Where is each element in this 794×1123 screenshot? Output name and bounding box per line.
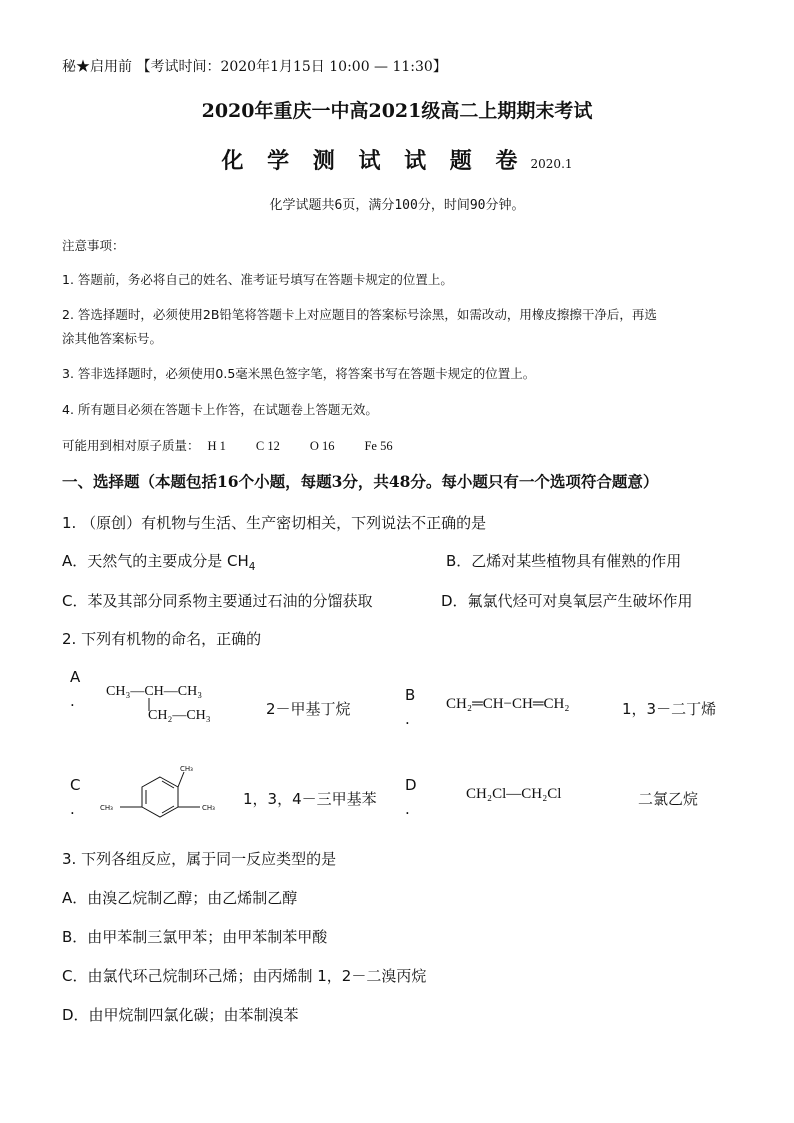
notes-heading: 注意事项： [62, 238, 125, 253]
q3-option-c: C．由氯代环己烷制环己烯；由丙烯制 1，2－二溴丙烷 [62, 967, 427, 985]
q2-b-name: 1，3－二丁烯 [622, 700, 717, 718]
note-item-2-cont: 涂其他答案标号。 [62, 331, 163, 346]
q3-option-b: B．由甲苯制三氯甲苯；由甲苯制苯甲酸 [62, 928, 328, 946]
q2-c-methyl-top: CH₃ [180, 765, 193, 773]
q2-c-structure [96, 760, 226, 836]
atomic-masses [62, 436, 393, 454]
note-item-1: 1. 答题前，务必将自己的姓名、准考证号填写在答题卡规定的位置上。 [62, 272, 453, 287]
q1-option-b: B．乙烯对某些植物具有催熟的作用 [446, 552, 682, 570]
q2-b-label: B [405, 686, 416, 704]
q1-option-d: D．氟氯代烃可对臭氧层产生破坏作用 [441, 592, 693, 610]
subtitle-date: 2020.1 [530, 157, 573, 171]
q2-a-formula-line2: CH₂—CH₃ [148, 708, 211, 723]
q2-b-formula: CH₂═CH−CH═CH₂ [446, 696, 570, 712]
mass-fe: Fe 56 [364, 439, 393, 453]
mass-c: C 12 [255, 439, 280, 453]
q2-a-formula-line1: CH₃—CH—CH₃ [106, 684, 203, 699]
q2-d-name: 二氯乙烷 [638, 790, 699, 808]
q2-a-label: A [70, 668, 81, 686]
q3-option-d: D．由甲烷制四氯化碳；由苯制溴苯 [62, 1006, 299, 1024]
q3-stem: 3. 下列各组反应，属于同一反应类型的是 [62, 850, 337, 868]
q2-a-dot: . [70, 692, 75, 710]
q2-d-label: D [405, 776, 417, 794]
q1-option-a-text: A．天然气的主要成分是 CH [62, 552, 249, 570]
q2-stem: 2. 下列有机物的命名，正确的 [62, 630, 262, 648]
q2-b-dot: . [405, 710, 410, 728]
q1-option-a [62, 550, 255, 573]
exam-title: 2020年重庆一中高2021级高二上期期末考试 [201, 100, 593, 122]
section-heading: 一、选择题（本题包括16个小题，每题3分，共48分。每小题只有一个选项符合题意） [62, 472, 659, 491]
q2-c-methyl-left: CH₃ [100, 804, 113, 812]
subtitle-text: 化 学 测 试 试 题 卷 [221, 148, 526, 174]
q2-d-dot: . [405, 800, 410, 818]
exam-info: 化学试题共6页，满分100分，时间90分钟。 [269, 198, 525, 213]
q2-c-methyl-right: CH₃ [202, 804, 215, 812]
q2-d-formula: CH₂Cl—CH₂Cl [466, 786, 562, 802]
q1-option-c: C．苯及其部分同系物主要通过石油的分馏获取 [62, 592, 373, 610]
mass-o: O 16 [309, 439, 335, 453]
q2-c-label: C [70, 776, 81, 794]
q1-option-a-sub: 4 [248, 561, 256, 573]
q1-stem: 1. （原创）有机物与生活、生产密切相关，下列说法不正确的是 [62, 514, 487, 532]
q3-option-a: A．由溴乙烷制乙醇；由乙烯制乙醇 [62, 889, 298, 907]
confidential-header: 秘★启用前 【考试时间：2020年1月15日 10:00 — 11:30】 [62, 59, 447, 75]
paper-subtitle [0, 144, 794, 175]
q2-c-name: 1，3，4－三甲基苯 [243, 790, 377, 808]
note-item-4: 4. 所有题目必须在答题卡上作答，在试题卷上答题无效。 [62, 402, 378, 417]
note-item-2: 2. 答选择题时，必须使用2B铅笔将答题卡上对应题目的答案标号涂黑，如需改动，用橡皮擦擦干净后，再选 [62, 307, 657, 322]
masses-label: 可能用到相对原子质量： [62, 438, 200, 453]
mass-h: H 1 [207, 439, 226, 453]
q2-a-name: 2－甲基丁烷 [266, 700, 351, 718]
note-item-3: 3. 答非选择题时，必须使用0.5毫米黑色签字笔，将答案书写在答题卡规定的位置上。 [62, 366, 536, 381]
q2-c-dot: . [70, 800, 75, 818]
